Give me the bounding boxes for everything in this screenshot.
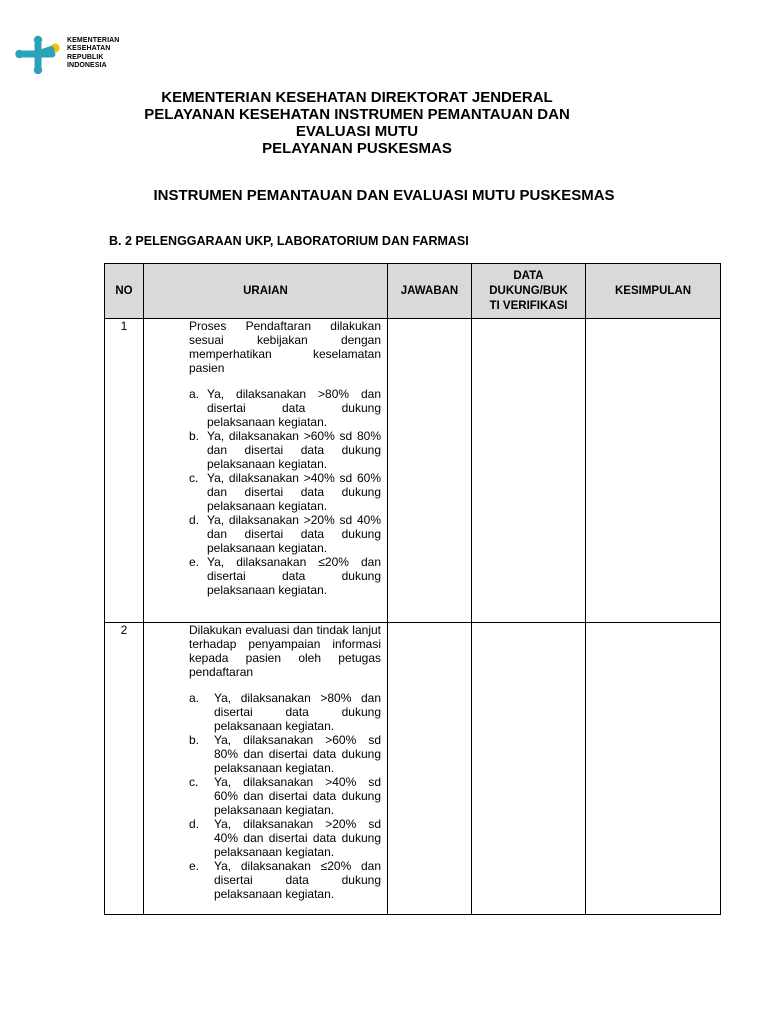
row-number: 2	[105, 623, 144, 915]
option-text: Ya, dilaksanakan >40% sd 60% dan disertai data dukung pelaksanaan kegiatan.	[207, 471, 381, 513]
option-label: c.	[189, 471, 199, 485]
logo-line: REPUBLIK	[67, 53, 104, 61]
col-header-kesimpulan: KESIMPULAN	[586, 264, 721, 319]
option-item	[189, 471, 381, 513]
option-label: a.	[189, 691, 200, 705]
col-header-uraian: URAIAN	[144, 264, 388, 319]
option-text: Ya, dilaksanakan ≤20% dan disertai data dukung pelaksanaan kegiatan.	[207, 555, 381, 597]
option-label: d.	[189, 513, 200, 527]
kemenkes-emblem-icon	[14, 34, 62, 76]
option-text: Ya, dilaksanakan >80% dan disertai data dukung pelaksanaan kegiatan.	[214, 691, 381, 733]
option-text: Ya, dilaksanakan >60% sd 80% dan disertai data dukung pelaksanaan kegiatan.	[214, 733, 381, 775]
option-text: Ya, dilaksanakan >20% sd 40% dan disertai data dukung pelaksanaan kegiatan.	[214, 817, 381, 859]
kemenkes-logo	[14, 34, 134, 76]
option-item	[189, 691, 381, 733]
logo-text	[67, 37, 119, 70]
option-item	[189, 429, 381, 471]
option-list	[189, 691, 381, 901]
option-text: Ya, dilaksanakan >80% dan disertai data dukung pelaksanaan kegiatan.	[207, 387, 381, 429]
row-uraian	[144, 319, 388, 623]
option-item	[189, 555, 381, 597]
logo-line: KESEHATAN	[67, 45, 111, 53]
option-item	[189, 817, 381, 859]
option-label: e.	[189, 555, 200, 569]
document-subtitle: INSTRUMEN PEMANTAUAN DAN EVALUASI MUTU PUSKESMAS	[153, 187, 615, 204]
option-label: c.	[189, 775, 199, 789]
row-number: 1	[105, 319, 144, 623]
logo-line: INDONESIA	[67, 61, 107, 69]
col-header-data-dukung	[472, 264, 586, 319]
jawaban-cell[interactable]	[388, 319, 472, 623]
data-dukung-cell[interactable]	[472, 319, 586, 623]
option-text: Ya, dilaksanakan ≤20% dan disertai data dukung pelaksanaan kegiatan.	[214, 859, 381, 901]
header-line: KEMENTERIAN KESEHATAN DIREKTORAT JENDERAL	[161, 89, 553, 106]
question-text: Proses Pendaftaran dilakukan sesuai kebijakan dengan memperhatikan keselamatan pasien	[189, 319, 381, 375]
header-line: PELAYANAN KESEHATAN INSTRUMEN PEMANTAUAN DAN	[144, 106, 570, 123]
option-label: b.	[189, 429, 200, 443]
question-text: Dilakukan evaluasi dan tindak lanjut terhadap penyampaian informasi kepada pasien oleh petugas pendaftaran	[189, 623, 381, 679]
option-item	[189, 775, 381, 817]
option-label: a.	[189, 387, 200, 401]
option-text: Ya, dilaksanakan >60% sd 80% dan disertai data dukung pelaksanaan kegiatan.	[207, 429, 381, 471]
data-dukung-cell[interactable]	[472, 623, 586, 915]
kesimpulan-cell[interactable]	[586, 623, 721, 915]
evaluation-table	[104, 263, 721, 915]
header-line: PELAYANAN PUSKESMAS	[262, 140, 452, 157]
col-header-jawaban: JAWABAN	[388, 264, 472, 319]
option-item	[189, 859, 381, 901]
header-line: EVALUASI MUTU	[295, 123, 419, 140]
option-item	[189, 733, 381, 775]
table-header-row	[105, 264, 721, 319]
col-header-data-line: DUKUNG/BUK	[489, 284, 568, 297]
table-row	[105, 319, 721, 623]
option-text: Ya, dilaksanakan >40% sd 60% dan disertai data dukung pelaksanaan kegiatan.	[214, 775, 381, 817]
col-header-data-line: DATA	[513, 269, 544, 282]
col-header-data-line: TI VERIFIKASI	[489, 299, 568, 312]
option-item	[189, 387, 381, 429]
table-row	[105, 623, 721, 915]
row-uraian	[144, 623, 388, 915]
col-header-no: NO	[105, 264, 144, 319]
option-list	[189, 387, 381, 597]
section-heading: B. 2 PELENGGARAAN UKP, LABORATORIUM DAN FARMASI	[109, 234, 469, 248]
option-label: b.	[189, 733, 200, 747]
document-header	[0, 89, 714, 157]
kesimpulan-cell[interactable]	[586, 319, 721, 623]
jawaban-cell[interactable]	[388, 623, 472, 915]
option-item	[189, 513, 381, 555]
option-text: Ya, dilaksanakan >20% sd 40% dan disertai data dukung pelaksanaan kegiatan.	[207, 513, 381, 555]
option-label: d.	[189, 817, 200, 831]
option-label: e.	[189, 859, 200, 873]
logo-line: KEMENTERIAN	[67, 37, 120, 44]
